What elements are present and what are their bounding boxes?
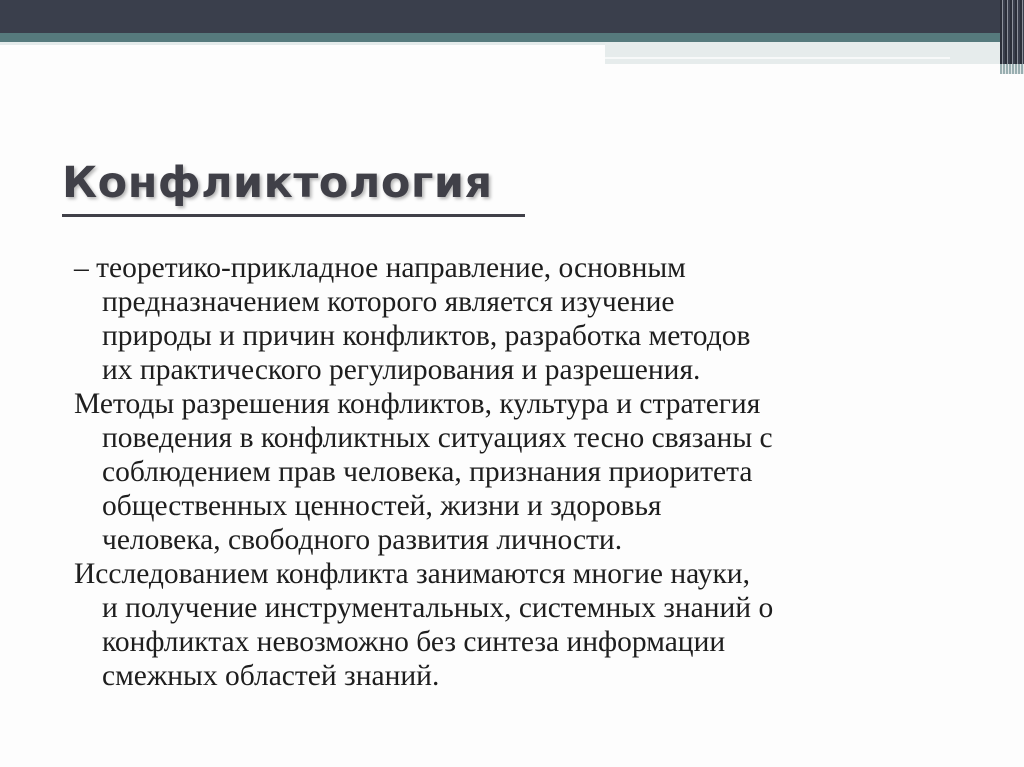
paragraph-research: Исследованием конфликта занимаются многие науки, и получение инструментальных, системных знаний о конфликтах невозможно без синтеза информации смежных областей знаний. [74,558,774,692]
header-bar-highlight-line [605,57,950,59]
header-bar-light-right [605,42,1000,64]
slide-title: Конфликтология [62,158,493,208]
title-underline [62,214,525,217]
header-stripes-decoration [1000,0,1024,64]
slide-body [74,251,974,693]
header-bar-teal [0,33,1000,42]
paragraph-definition: – теоретико-прикладное направление, основным предназначением которого является изучение природы и причин конфликтов, разработка методов их практического регулирования и разрешения. [74,252,751,386]
header-bar-light [0,42,605,45]
header-stripes-teal-decoration [1000,64,1024,74]
paragraph-methods: Методы разрешения конфликтов, культура и стратегия поведения в конфликтных ситуациях тесно связаны с соблюдением прав человека, признания приоритета общественных ценностей, жизни и здоровья человека, свободного развития личности. [74,388,773,556]
header-bar-dark [0,0,1000,33]
